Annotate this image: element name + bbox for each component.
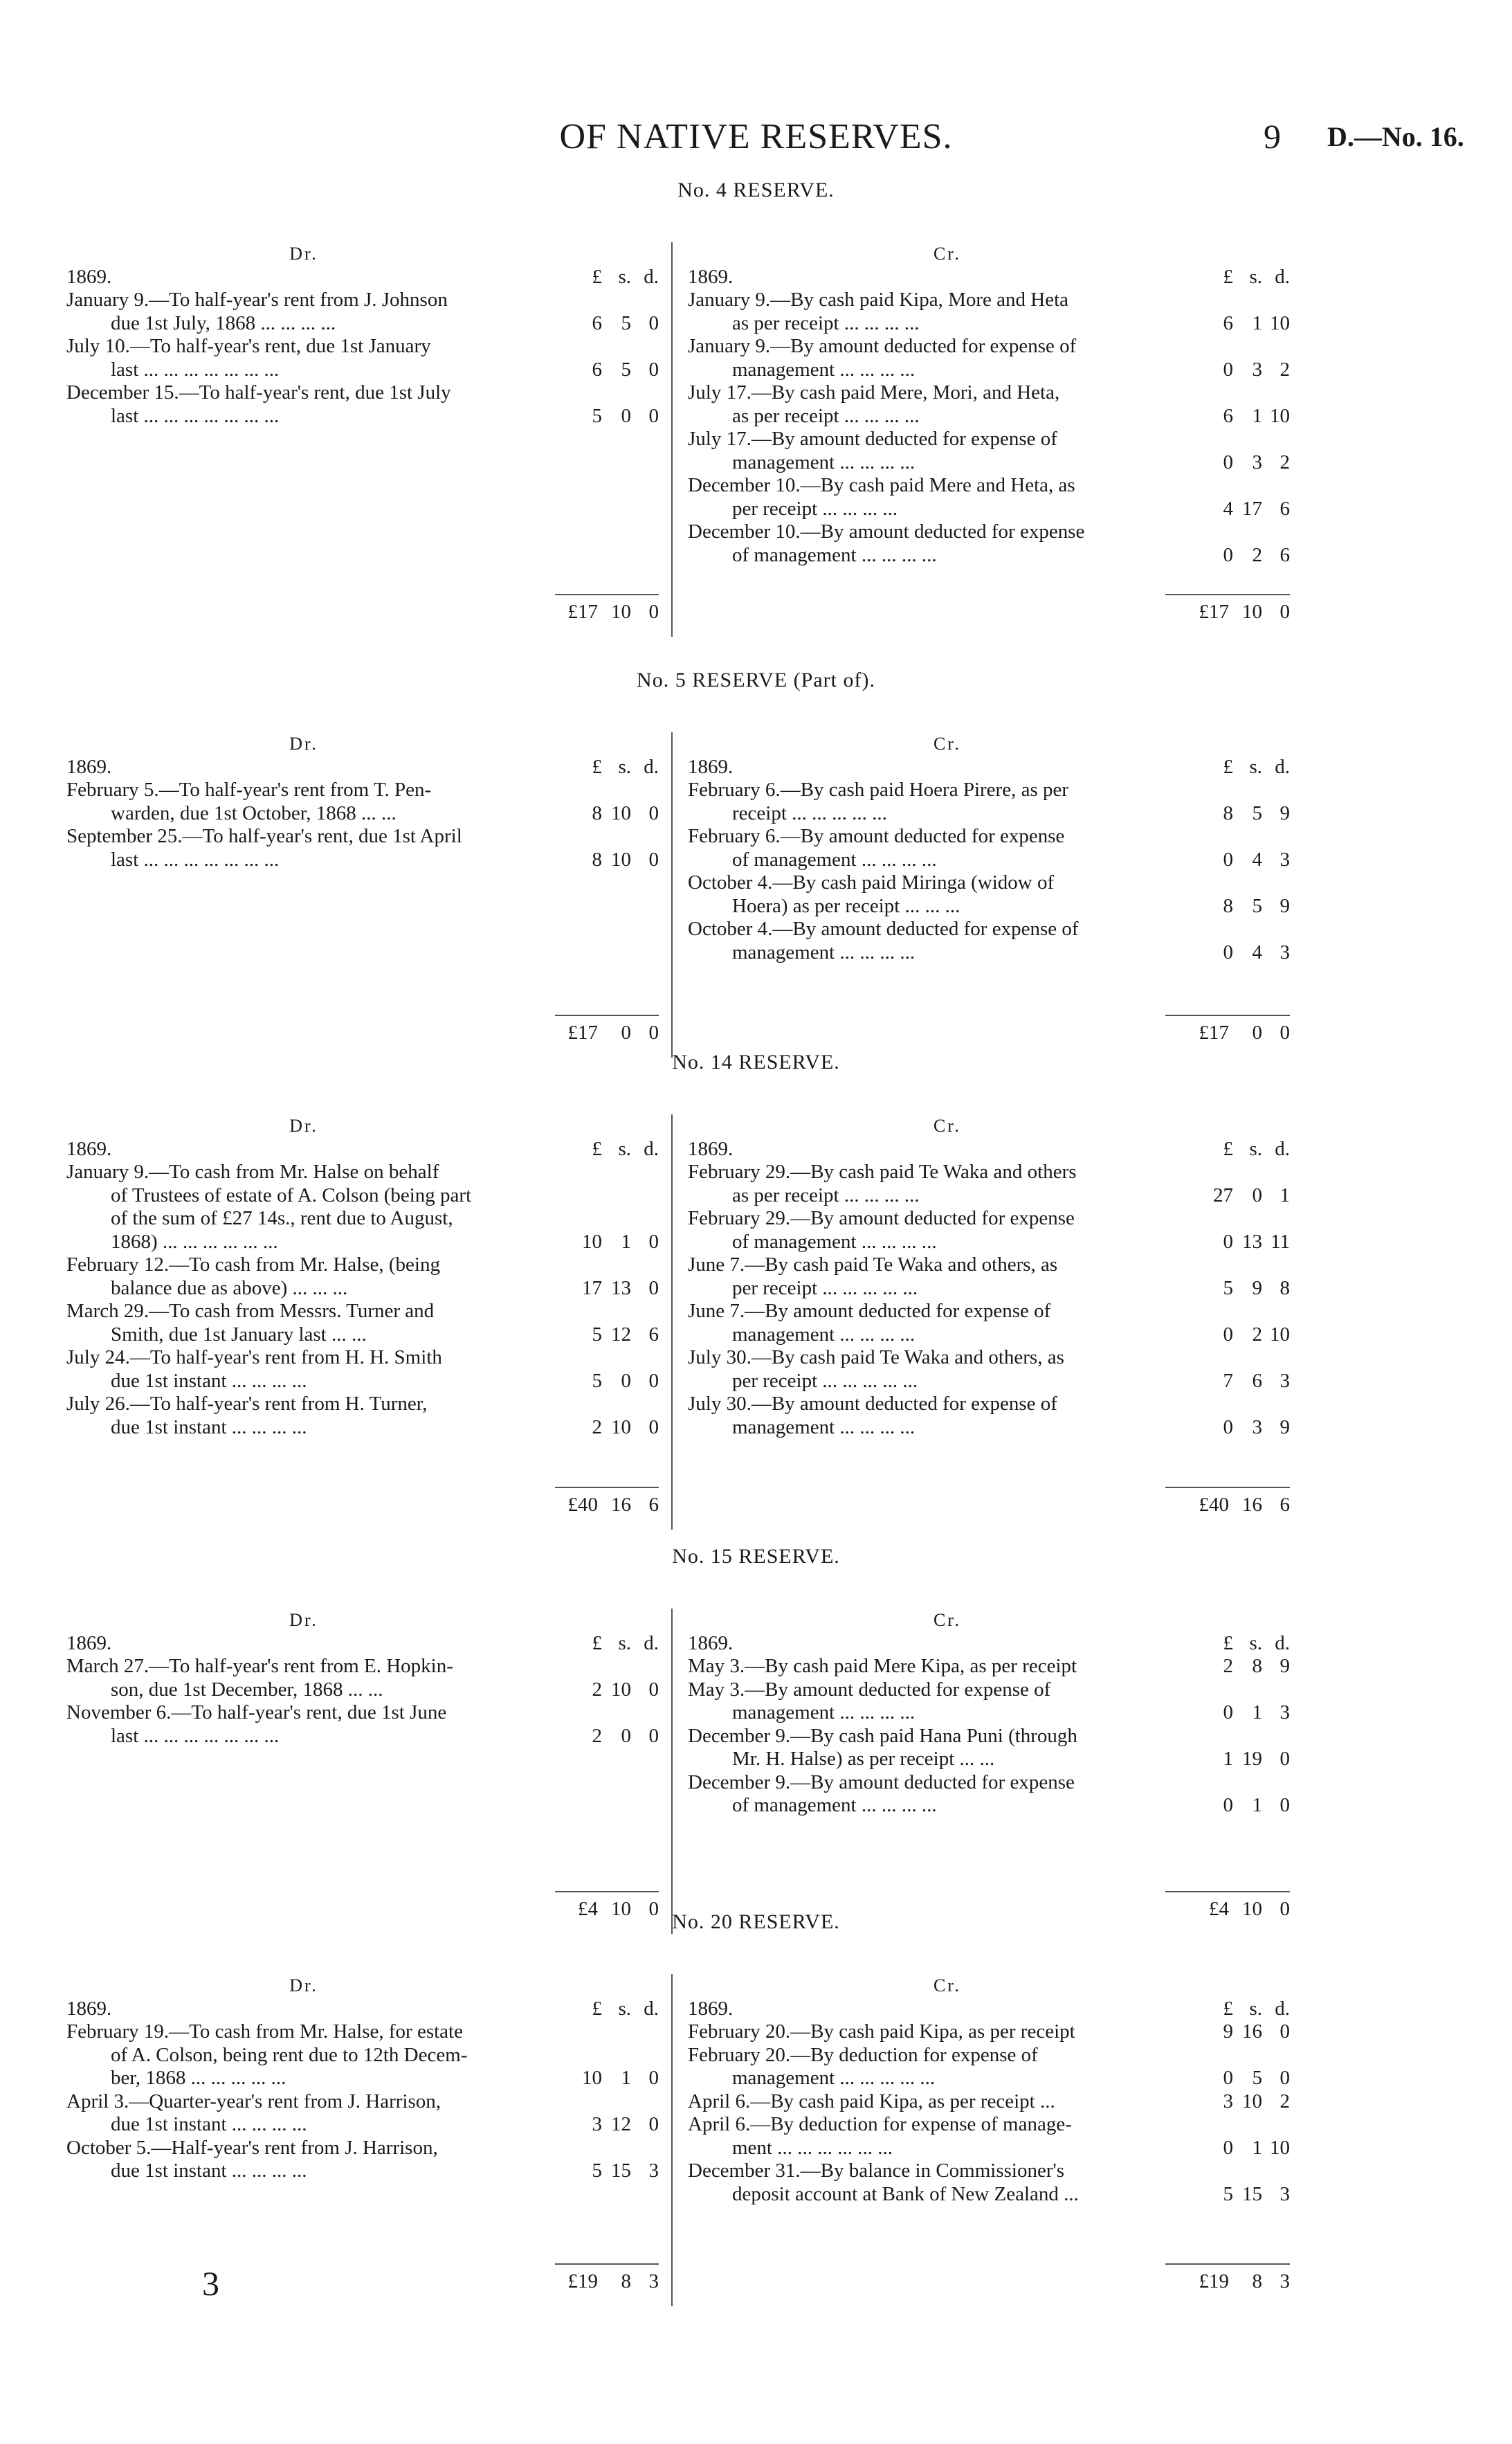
entry-text: February 5.—To half-year's rent from T. Pen- [66, 779, 432, 801]
section-title: No. 20 RESERVE. [672, 1910, 840, 1933]
credit-side [688, 1609, 1290, 1818]
entry-text: management ... ... ... ... ... [732, 2067, 936, 2089]
ledger-entry-line [688, 825, 1290, 849]
ledger-entry-line [66, 2020, 659, 2044]
ledger-entry-line [66, 1161, 659, 1184]
entry-text: management ... ... ... ... [732, 941, 916, 963]
year-row [688, 1998, 1290, 2021]
amount: 0 2 10 [1223, 1323, 1290, 1346]
ledger-entry-line [66, 1416, 659, 1440]
ledger-entry-line [688, 521, 1290, 544]
entry-text: December 31.—By balance in Commissioner's [688, 2160, 1065, 2182]
ledger-entry-line [688, 544, 1290, 568]
year-row [66, 1998, 659, 2021]
cr-label: Cr. [933, 1975, 962, 1995]
entry-text: April 6.—By deduction for expense of manage- [688, 2113, 1072, 2135]
account-columns [0, 1974, 1512, 2306]
account-columns [0, 242, 1512, 637]
ledger-entry-line [688, 1678, 1290, 1702]
cr-label: Cr. [933, 1116, 962, 1136]
ledger-entry-line [66, 1701, 659, 1725]
ledger-entry-line [688, 2020, 1290, 2044]
ledger-entry-line [688, 1184, 1290, 1208]
entry-text: December 10.—By cash paid Mere and Heta, as [688, 474, 1075, 496]
dr-total: £40 16 6 [567, 1494, 659, 1516]
entry-text: December 10.—By amount deducted for expense [688, 521, 1085, 543]
amount: 5 0 0 [592, 404, 659, 427]
amount: 2 8 9 [1223, 1655, 1290, 1677]
entry-text: of management ... ... ... ... [732, 543, 937, 566]
ledger-entry-line [688, 2090, 1290, 2114]
amount: 3 10 2 [1223, 2090, 1290, 2112]
column-divider [671, 1114, 673, 1530]
year-row [66, 1138, 659, 1161]
debit-side [66, 1974, 659, 2183]
signature-mark: 3 [202, 2264, 219, 2303]
ledger-entry-line [66, 2067, 659, 2090]
entry-text: July 17.—By amount deducted for expense of [688, 428, 1057, 450]
entry-text: October 5.—Half-year's rent from J. Harrison, [66, 2136, 438, 2159]
entry-text: management ... ... ... ... [732, 358, 916, 381]
year-row [688, 1138, 1290, 1161]
amount: 0 1 10 [1223, 2136, 1290, 2159]
ledger-entry-line [66, 1207, 659, 1231]
section-title: No. 14 RESERVE. [672, 1051, 840, 1074]
ledger-entry-line [688, 1161, 1290, 1184]
entry-text: balance due as above) ... ... ... [111, 1276, 348, 1299]
dr-total-rule [555, 1015, 659, 1016]
entry-text: Mr. H. Halse) as per receipt ... ... [732, 1748, 995, 1770]
entry-text: November 6.—To half-year's rent, due 1st June [66, 1701, 447, 1723]
entry-text: January 9.—To cash from Mr. Halse on behalf [66, 1161, 439, 1183]
amount: 8 5 9 [1223, 802, 1290, 824]
entry-text: February 20.—By deduction for expense of [688, 2043, 1038, 2066]
entry-text: per receipt ... ... ... ... ... [732, 1369, 918, 1392]
ledger-entry-line [66, 802, 659, 826]
entry-text: as per receipt ... ... ... ... [732, 404, 920, 427]
cr-label: Cr. [933, 244, 962, 264]
entry-text: March 29.—To cash from Messrs. Turner and [66, 1300, 435, 1322]
reserve-section [0, 179, 1512, 623]
debit-side [66, 242, 659, 428]
ledger-entry-line [688, 312, 1290, 336]
dr-total-rule [555, 1891, 659, 1892]
cr-label: Cr. [933, 1610, 962, 1630]
ledger-entry-line [66, 1277, 659, 1301]
amount: 0 3 2 [1223, 451, 1290, 473]
ledger-entry-line [688, 941, 1290, 965]
cr-total: £17 0 0 [1199, 1022, 1290, 1044]
entry-text: due 1st instant ... ... ... ... [111, 1415, 307, 1438]
dr-total: £19 8 3 [567, 2270, 659, 2292]
entry-text: 1868) ... ... ... ... ... ... [111, 1230, 278, 1253]
amount: 0 3 9 [1223, 1415, 1290, 1438]
ledger-entry-line [688, 1277, 1290, 1301]
amount: 6 5 0 [592, 311, 659, 334]
ledger-entry-line [688, 871, 1290, 895]
amount: 5 12 6 [592, 1323, 659, 1346]
ledger-entry-line [66, 359, 659, 382]
amount: £ s. d. [1223, 1631, 1290, 1654]
entry-text: ber, 1868 ... ... ... ... ... [111, 2067, 286, 2089]
cr-total-rule [1165, 1015, 1290, 1016]
year: 1869. [66, 1997, 112, 2020]
entry-text: due 1st instant ... ... ... ... [111, 2160, 307, 2182]
entry-text: February 6.—By amount deducted for expense [688, 825, 1065, 847]
ledger-entry-line [688, 2044, 1290, 2067]
entry-text: April 3.—Quarter-year's rent from J. Harrison, [66, 2090, 441, 2112]
dr-total-rule [555, 1487, 659, 1488]
amount: £ s. d. [592, 265, 659, 288]
year-row [66, 266, 659, 289]
entry-text: of Trustees of estate of A. Colson (being part [111, 1184, 472, 1206]
ledger-entry-line [688, 1207, 1290, 1231]
entry-text: July 30.—By amount deducted for expense of [688, 1393, 1057, 1415]
dr-label: Dr. [289, 1116, 318, 1136]
amount: £ s. d. [1223, 1997, 1290, 2020]
dr-total: £4 10 0 [578, 1898, 659, 1920]
year: 1869. [688, 755, 734, 778]
amount: £ s. d. [1223, 755, 1290, 778]
ledger-entry-line [66, 1184, 659, 1208]
amount: 3 12 0 [592, 2113, 659, 2135]
entry-text: ment ... ... ... ... ... ... [732, 2136, 893, 2159]
entry-text: management ... ... ... ... [732, 451, 916, 473]
amount: 0 13 11 [1223, 1230, 1290, 1253]
entry-text: son, due 1st December, 1868 ... ... [111, 1678, 383, 1701]
ledger-entry-line [688, 895, 1290, 918]
ledger-entry-line [66, 289, 659, 312]
ledger-entry-line [688, 1771, 1290, 1795]
ledger-entry-line [688, 1253, 1290, 1277]
amount: £ s. d. [592, 1997, 659, 2020]
entry-text: February 29.—By amount deducted for expense [688, 1207, 1075, 1229]
ledger-entry-line [688, 405, 1290, 428]
entry-text: June 7.—By amount deducted for expense of [688, 1300, 1051, 1322]
entry-text: Smith, due 1st January last ... ... [111, 1323, 367, 1346]
entry-text: July 24.—To half-year's rent from H. H. Smith [66, 1346, 442, 1368]
ledger-entry-line [66, 825, 659, 849]
column-divider [671, 242, 673, 637]
amount: 10 1 0 [582, 1230, 659, 1253]
year: 1869. [66, 1631, 112, 1654]
ledger-entry-line [688, 1323, 1290, 1347]
amount: 10 1 0 [582, 2067, 659, 2089]
cr-total: £19 8 3 [1199, 2270, 1290, 2292]
ledger-entry-line [66, 1346, 659, 1370]
year: 1869. [688, 1631, 734, 1654]
section-title: No. 4 RESERVE. [677, 179, 835, 201]
amount: 17 13 0 [582, 1276, 659, 1299]
entry-text: January 9.—By cash paid Kipa, More and Heta [688, 289, 1069, 311]
ledger-entry-line [688, 1794, 1290, 1818]
year: 1869. [66, 755, 112, 778]
page-header [0, 116, 1512, 158]
ledger-entry-line [688, 1748, 1290, 1771]
amount: 0 2 6 [1223, 543, 1290, 566]
entry-text: July 10.—To half-year's rent, due 1st January [66, 335, 431, 357]
ledger-entry-line [66, 779, 659, 802]
ledger-entry-line [66, 1725, 659, 1748]
entry-text: of management ... ... ... ... [732, 1794, 937, 1816]
entry-text: warden, due 1st October, 1868 ... ... [111, 802, 397, 824]
ledger-entry-line [688, 779, 1290, 802]
reserve-section [0, 1545, 1512, 1920]
dr-label: Dr. [289, 734, 318, 754]
entry-text: January 9.—By amount deducted for expense of [688, 335, 1077, 357]
ledger-entry-line [688, 2113, 1290, 2137]
ledger-entry-line [688, 2067, 1290, 2090]
entry-text: of A. Colson, being rent due to 12th Decem- [111, 2043, 468, 2066]
credit-side [688, 1114, 1290, 1439]
year-row [688, 1632, 1290, 1656]
dr-total-rule [555, 594, 659, 595]
entry-text: September 25.—To half-year's rent, due 1st April [66, 825, 462, 847]
ledger-entry-line [688, 849, 1290, 872]
ledger-entry-line [688, 1655, 1290, 1678]
credit-side [688, 1974, 1290, 2206]
year: 1869. [688, 265, 734, 288]
dr-total: £17 10 0 [567, 601, 659, 623]
ledger-entry-line [688, 1231, 1290, 1254]
entry-text: June 7.—By cash paid Te Waka and others, as [688, 1253, 1058, 1276]
ledger-entry-line [66, 312, 659, 336]
amount: £ s. d. [592, 1631, 659, 1654]
ledger-entry-line [688, 1300, 1290, 1323]
entry-text: management ... ... ... ... [732, 1701, 916, 1723]
reserve-section [0, 1910, 1512, 2292]
ledger-entry-line [66, 335, 659, 359]
amount: 2 0 0 [592, 1724, 659, 1747]
amount: 6 1 10 [1223, 311, 1290, 334]
ledger-entry-line [66, 405, 659, 428]
page-number: 9 [1264, 117, 1281, 156]
debit-side [66, 732, 659, 871]
cr-total-rule [1165, 1891, 1290, 1892]
year: 1869. [66, 1137, 112, 1160]
credit-side [688, 732, 1290, 964]
debit-side [66, 1114, 659, 1439]
ledger-entry-line [66, 1393, 659, 1416]
entry-text: January 9.—To half-year's rent from J. Johnson [66, 289, 448, 311]
entry-text: July 17.—By cash paid Mere, Mori, and Heta, [688, 381, 1060, 404]
entry-text: December 9.—By cash paid Hana Puni (through [688, 1724, 1077, 1747]
dr-label: Dr. [289, 1975, 318, 1995]
entry-text: Hoera) as per receipt ... ... ... [732, 894, 960, 917]
entry-text: March 27.—To half-year's rent from E. Hopkin- [66, 1655, 453, 1677]
cr-label: Cr. [933, 734, 962, 754]
entry-text: of management ... ... ... ... [732, 848, 937, 871]
amount: £ s. d. [1223, 1137, 1290, 1160]
entry-text: May 3.—By amount deducted for expense of [688, 1678, 1051, 1701]
cr-total: £4 10 0 [1209, 1898, 1290, 1920]
cr-total-rule [1165, 594, 1290, 595]
ledger-entry-line [688, 428, 1290, 451]
ledger-entry-line [66, 1655, 659, 1678]
ledger-entry-line [66, 2137, 659, 2160]
amount: 0 1 0 [1223, 1794, 1290, 1816]
account-columns [0, 1609, 1512, 1934]
amount: £ s. d. [1223, 265, 1290, 288]
account-columns [0, 732, 1512, 1058]
entry-text: February 19.—To cash from Mr. Halse, for estate [66, 2020, 463, 2043]
entry-text: per receipt ... ... ... ... ... [732, 1276, 918, 1299]
entry-text: February 20.—By cash paid Kipa, as per receipt [688, 2020, 1075, 2043]
amount: 0 4 3 [1223, 848, 1290, 871]
entry-text: February 6.—By cash paid Hoera Pirere, as per [688, 779, 1069, 801]
amount: 2 10 0 [592, 1415, 659, 1438]
amount: 5 0 0 [592, 1369, 659, 1392]
amount: 6 1 10 [1223, 404, 1290, 427]
ledger-entry-line [66, 1300, 659, 1323]
amount: 5 15 3 [1223, 2182, 1290, 2205]
amount: £ s. d. [592, 1137, 659, 1160]
ledger-entry-line [66, 1678, 659, 1702]
entry-text: per receipt ... ... ... ... [732, 497, 898, 520]
ledger-entry-line [688, 335, 1290, 359]
ledger-entry-line [66, 2044, 659, 2067]
entry-text: deposit account at Bank of New Zealand ... [732, 2182, 1079, 2205]
column-divider [671, 1609, 673, 1934]
ledger-entry-line [66, 1370, 659, 1393]
entry-text: of the sum of £27 14s., rent due to August, [111, 1207, 453, 1229]
ledger-entry-line [688, 359, 1290, 382]
ledger-entry-line [66, 849, 659, 872]
ledger-entry-line [688, 802, 1290, 826]
debit-side [66, 1609, 659, 1748]
reserve-section [0, 1051, 1512, 1516]
dr-total-rule [555, 2263, 659, 2265]
section-title: No. 15 RESERVE. [672, 1545, 840, 1568]
ledger-entry-line [688, 451, 1290, 475]
entry-text: due 1st July, 1868 ... ... ... ... [111, 311, 336, 334]
column-divider [671, 732, 673, 1058]
ledger-entry-line [688, 381, 1290, 405]
ledger-entry-line [688, 1725, 1290, 1748]
ledger-entry-line [66, 2160, 659, 2183]
entry-text: last ... ... ... ... ... ... ... [111, 848, 280, 871]
amount: 0 1 3 [1223, 1701, 1290, 1723]
ledger-entry-line [688, 1346, 1290, 1370]
ledger-entry-line [688, 1416, 1290, 1440]
amount: 5 9 8 [1223, 1276, 1290, 1299]
amount: £ s. d. [592, 755, 659, 778]
entry-text: management ... ... ... ... [732, 1323, 916, 1346]
column-divider [671, 1974, 673, 2306]
amount: 9 16 0 [1223, 2020, 1290, 2043]
amount: 27 0 1 [1213, 1184, 1290, 1206]
entry-text: due 1st instant ... ... ... ... [111, 2113, 307, 2135]
cr-total-rule [1165, 1487, 1290, 1488]
ledger-entry-line [66, 2090, 659, 2114]
amount: 7 6 3 [1223, 1369, 1290, 1392]
entry-text: last ... ... ... ... ... ... ... [111, 404, 280, 427]
account-columns [0, 1114, 1512, 1530]
cr-total: £17 10 0 [1199, 601, 1290, 623]
amount: 0 4 3 [1223, 941, 1290, 963]
year-row [688, 266, 1290, 289]
entry-text: February 29.—By cash paid Te Waka and others [688, 1161, 1077, 1183]
entry-text: February 12.—To cash from Mr. Halse, (being [66, 1253, 440, 1276]
year: 1869. [66, 265, 112, 288]
page-title: OF NATIVE RESERVES. [559, 117, 953, 156]
dr-total: £17 0 0 [567, 1022, 659, 1044]
reserve-section [0, 669, 1512, 1044]
year: 1869. [688, 1997, 734, 2020]
entry-text: receipt ... ... ... ... ... [732, 802, 887, 824]
amount: 2 10 0 [592, 1678, 659, 1701]
ledger-entry-line [688, 2137, 1290, 2160]
entry-text: July 30.—By cash paid Te Waka and others, as [688, 1346, 1064, 1368]
ledger-entry-line [688, 498, 1290, 521]
entry-text: December 9.—By amount deducted for expense [688, 1771, 1075, 1793]
entry-text: as per receipt ... ... ... ... [732, 311, 920, 334]
entry-text: July 26.—To half-year's rent from H. Turner, [66, 1393, 428, 1415]
entry-text: of management ... ... ... ... [732, 1230, 937, 1253]
ledger-entry-line [66, 1231, 659, 1254]
section-title: No. 5 RESERVE (Part of). [637, 669, 875, 691]
entry-text: as per receipt ... ... ... ... [732, 1184, 920, 1206]
ledger-entry-line [66, 1323, 659, 1347]
amount: 0 5 0 [1223, 2067, 1290, 2089]
year-row [66, 756, 659, 779]
ledger-entry-line [688, 1393, 1290, 1416]
ledger-entry-line [66, 2113, 659, 2137]
credit-side [688, 242, 1290, 567]
amount: 1 19 0 [1223, 1748, 1290, 1770]
dr-label: Dr. [289, 244, 318, 264]
entry-text: May 3.—By cash paid Mere Kipa, as per receipt [688, 1655, 1077, 1677]
year: 1869. [688, 1137, 734, 1160]
dr-label: Dr. [289, 1610, 318, 1630]
entry-text: due 1st instant ... ... ... ... [111, 1369, 307, 1392]
ledger-entry-line [688, 1370, 1290, 1393]
entry-text: last ... ... ... ... ... ... ... [111, 1724, 280, 1747]
entry-text: October 4.—By amount deducted for expense of [688, 918, 1079, 940]
amount: 0 3 2 [1223, 358, 1290, 381]
ledger-entry-line [688, 918, 1290, 941]
ledger-entry-line [688, 289, 1290, 312]
amount: 4 17 6 [1223, 497, 1290, 520]
amount: 8 10 0 [592, 802, 659, 824]
cr-total: £40 16 6 [1199, 1494, 1290, 1516]
entry-text: management ... ... ... ... [732, 1415, 916, 1438]
ledger-entry-line [688, 2160, 1290, 2183]
ledger-entry-line [688, 2183, 1290, 2207]
ledger-entry-line [66, 381, 659, 405]
amount: 5 15 3 [592, 2160, 659, 2182]
ledger-entry-line [688, 474, 1290, 498]
cr-total-rule [1165, 2263, 1290, 2265]
entry-text: April 6.—By cash paid Kipa, as per receipt ... [688, 2090, 1055, 2112]
year-row [66, 1632, 659, 1656]
entry-text: last ... ... ... ... ... ... ... [111, 358, 280, 381]
amount: 8 10 0 [592, 848, 659, 871]
ledger-entry-line [66, 1253, 659, 1277]
entry-text: October 4.—By cash paid Miringa (widow of [688, 871, 1055, 894]
year-row [688, 756, 1290, 779]
amount: 8 5 9 [1223, 894, 1290, 917]
document-reference: D.—No. 16. [1327, 121, 1464, 152]
amount: 6 5 0 [592, 358, 659, 381]
entry-text: December 15.—To half-year's rent, due 1st July [66, 381, 451, 404]
ledger-entry-line [688, 1701, 1290, 1725]
